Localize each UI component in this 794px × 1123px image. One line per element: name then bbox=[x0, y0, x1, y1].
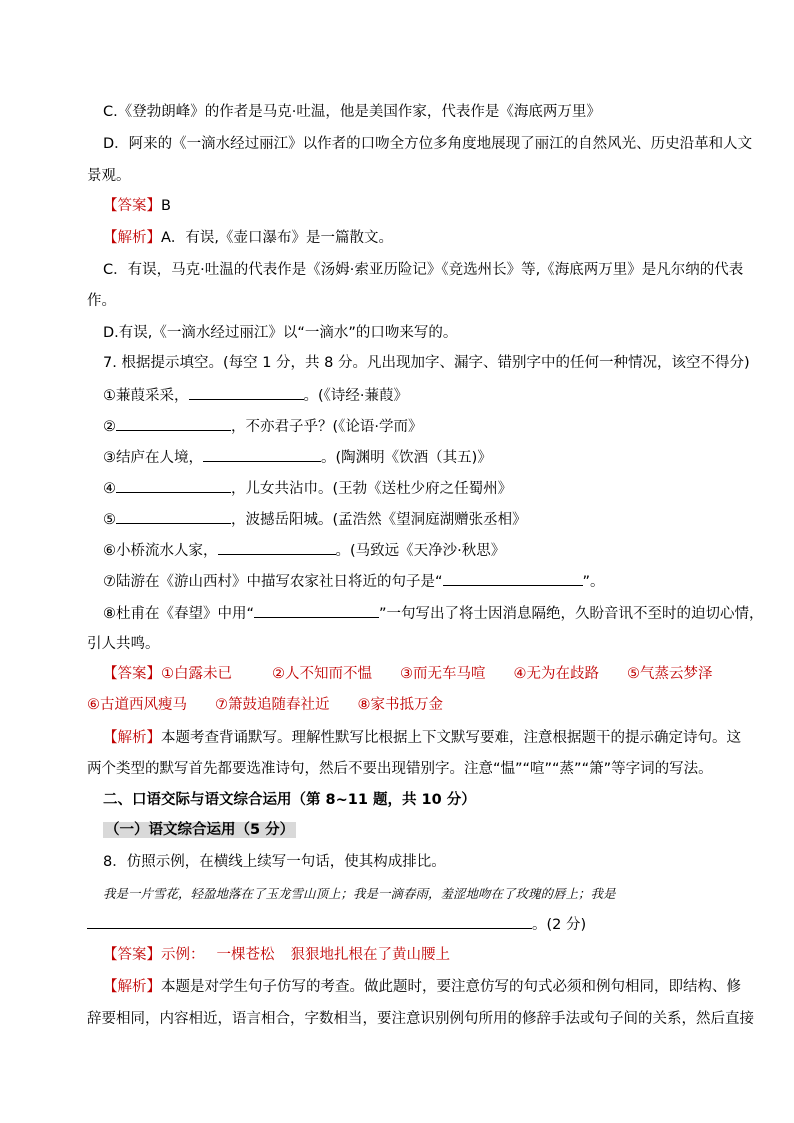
q7-item-8-line2: 引人共鸣。 bbox=[87, 636, 160, 652]
q7-analysis-line2: 两个类型的默写首先都要选准诗句，然后不要出现错别字。注意“愠”“喧”“蒸”“箫”等字词的写法。 bbox=[87, 761, 713, 777]
q8-stem: 8．仿照示例，在横线上续写一句话，使其构成排比。 bbox=[103, 854, 446, 870]
q8-analysis-line2: 辞要相同，内容相近，语言相合，字数相当，要注意识别例句所用的修辞手法或句子间的关系，然后直接 bbox=[87, 1011, 754, 1027]
q7-item-6: ⑥小桥流水人家， 。(马致远《天净沙·秋思》 bbox=[103, 540, 505, 561]
q8-analysis-line1: 【解析】本题是对学生句子仿写的考查。做此题时，要注意仿写的句式必须和例句相同，即结构、修 bbox=[103, 979, 741, 995]
analysis-tag: 【解析】 bbox=[103, 979, 161, 995]
answer-tag: 【答案】 bbox=[103, 947, 161, 963]
q7-item-7: ⑦陆游在《游山西村》中描写农家社日将近的句子是“ ”。 bbox=[103, 571, 605, 592]
q7-answer-row1: 【答案】①白露未已 ②人不知而不愠 ③而无车马喧 ④无为在歧路 ⑤气蒸云梦泽 bbox=[103, 666, 713, 682]
answer-tag: 【答案】 bbox=[103, 666, 161, 682]
option-d-line1: D．阿来的《一滴水经过丽江》以作者的口吻全方位多角度地展现了丽江的自然风光、历史沿革和人文 bbox=[103, 136, 753, 152]
fill-blank[interactable] bbox=[203, 447, 321, 462]
q7-item-3: ③结庐在人境， 。(陶渊明《饮酒（其五)》 bbox=[103, 447, 492, 468]
q8-answer: 【答案】示例： 一棵苍松 狠狠地扎根在了黄山腰上 bbox=[103, 947, 450, 963]
section-heading: 二、口语交际与语文综合运用（第 8~11 题，共 10 分） bbox=[103, 792, 476, 808]
option-c: C.《登勃朗峰》的作者是马克·吐温，他是美国作家，代表作是《海底两万里》 bbox=[103, 104, 601, 120]
fill-blank[interactable] bbox=[189, 385, 304, 400]
option-d-line2: 景观。 bbox=[87, 168, 131, 184]
q7-item-5: ⑤ ，波撼岳阳城。(孟浩然《望洞庭湖赠张丞相》 bbox=[103, 509, 527, 530]
q6-analysis-d: D.有误,《一滴水经过丽江》以“一滴水”的口吻来写的。 bbox=[103, 325, 458, 341]
q8-example: 我是一片雪花，轻盈地落在了玉龙雪山顶上；我是一滴春雨，羞涩地吻在了玫瑰的唇上；我是 bbox=[103, 886, 616, 901]
q7-item-2: ② ，不亦君子乎？(《论语·学而》 bbox=[103, 416, 423, 437]
q7-answer-row2: ⑥古道西风瘦马 ⑦箫鼓追随春社近 ⑧家书抵万金 bbox=[87, 697, 443, 713]
fill-blank[interactable] bbox=[222, 914, 532, 929]
fill-blank[interactable] bbox=[443, 571, 583, 586]
q7-item-8: ⑧杜甫在《春望》中用“ ”一句写出了将士因消息隔绝，久盼音讯不至时的迫切心情， bbox=[103, 603, 764, 624]
q7-stem: 7. 根据提示填空。(每空 1 分，共 8 分。凡出现加字、漏字、错别字中的任何一种情况，该空不得分) bbox=[103, 355, 750, 371]
q7-item-4: ④ ，儿女共沾巾。(王勃《送杜少府之任蜀州》 bbox=[103, 478, 512, 499]
sub-section-heading: （一）语文综合运用（5 分） bbox=[105, 822, 295, 838]
q8-fill-line: 。(2 分) bbox=[87, 914, 586, 935]
fill-blank[interactable] bbox=[116, 416, 231, 431]
q6-analysis-c-line2: 作。 bbox=[87, 293, 116, 309]
q6-answer: 【答案】B bbox=[103, 198, 171, 214]
fill-blank[interactable] bbox=[218, 540, 336, 555]
q7-item-1: ①蒹葭采采， 。(《诗经·蒹葭》 bbox=[103, 385, 408, 406]
fill-blank[interactable] bbox=[254, 603, 379, 618]
fill-blank[interactable] bbox=[116, 478, 231, 493]
answer-tag: 【答案】 bbox=[103, 198, 161, 214]
fill-blank[interactable] bbox=[116, 509, 231, 524]
q6-analysis-c-line1: C．有误，马克·吐温的代表作是《汤姆·索亚历险记》《竞选州长》等,《海底两万里》是凡尔纳的代表 bbox=[103, 262, 744, 278]
analysis-tag: 【解析】 bbox=[103, 230, 161, 246]
q7-analysis-line1: 【解析】本题考查背诵默写。理解性默写比根据上下文默写要难，注意根据题干的提示确定诗句。这 bbox=[103, 730, 741, 746]
fill-blank[interactable] bbox=[87, 914, 222, 929]
analysis-tag: 【解析】 bbox=[103, 730, 161, 746]
q6-analysis-a: 【解析】A．有误,《壶口瀑布》是一篇散文。 bbox=[103, 230, 394, 246]
